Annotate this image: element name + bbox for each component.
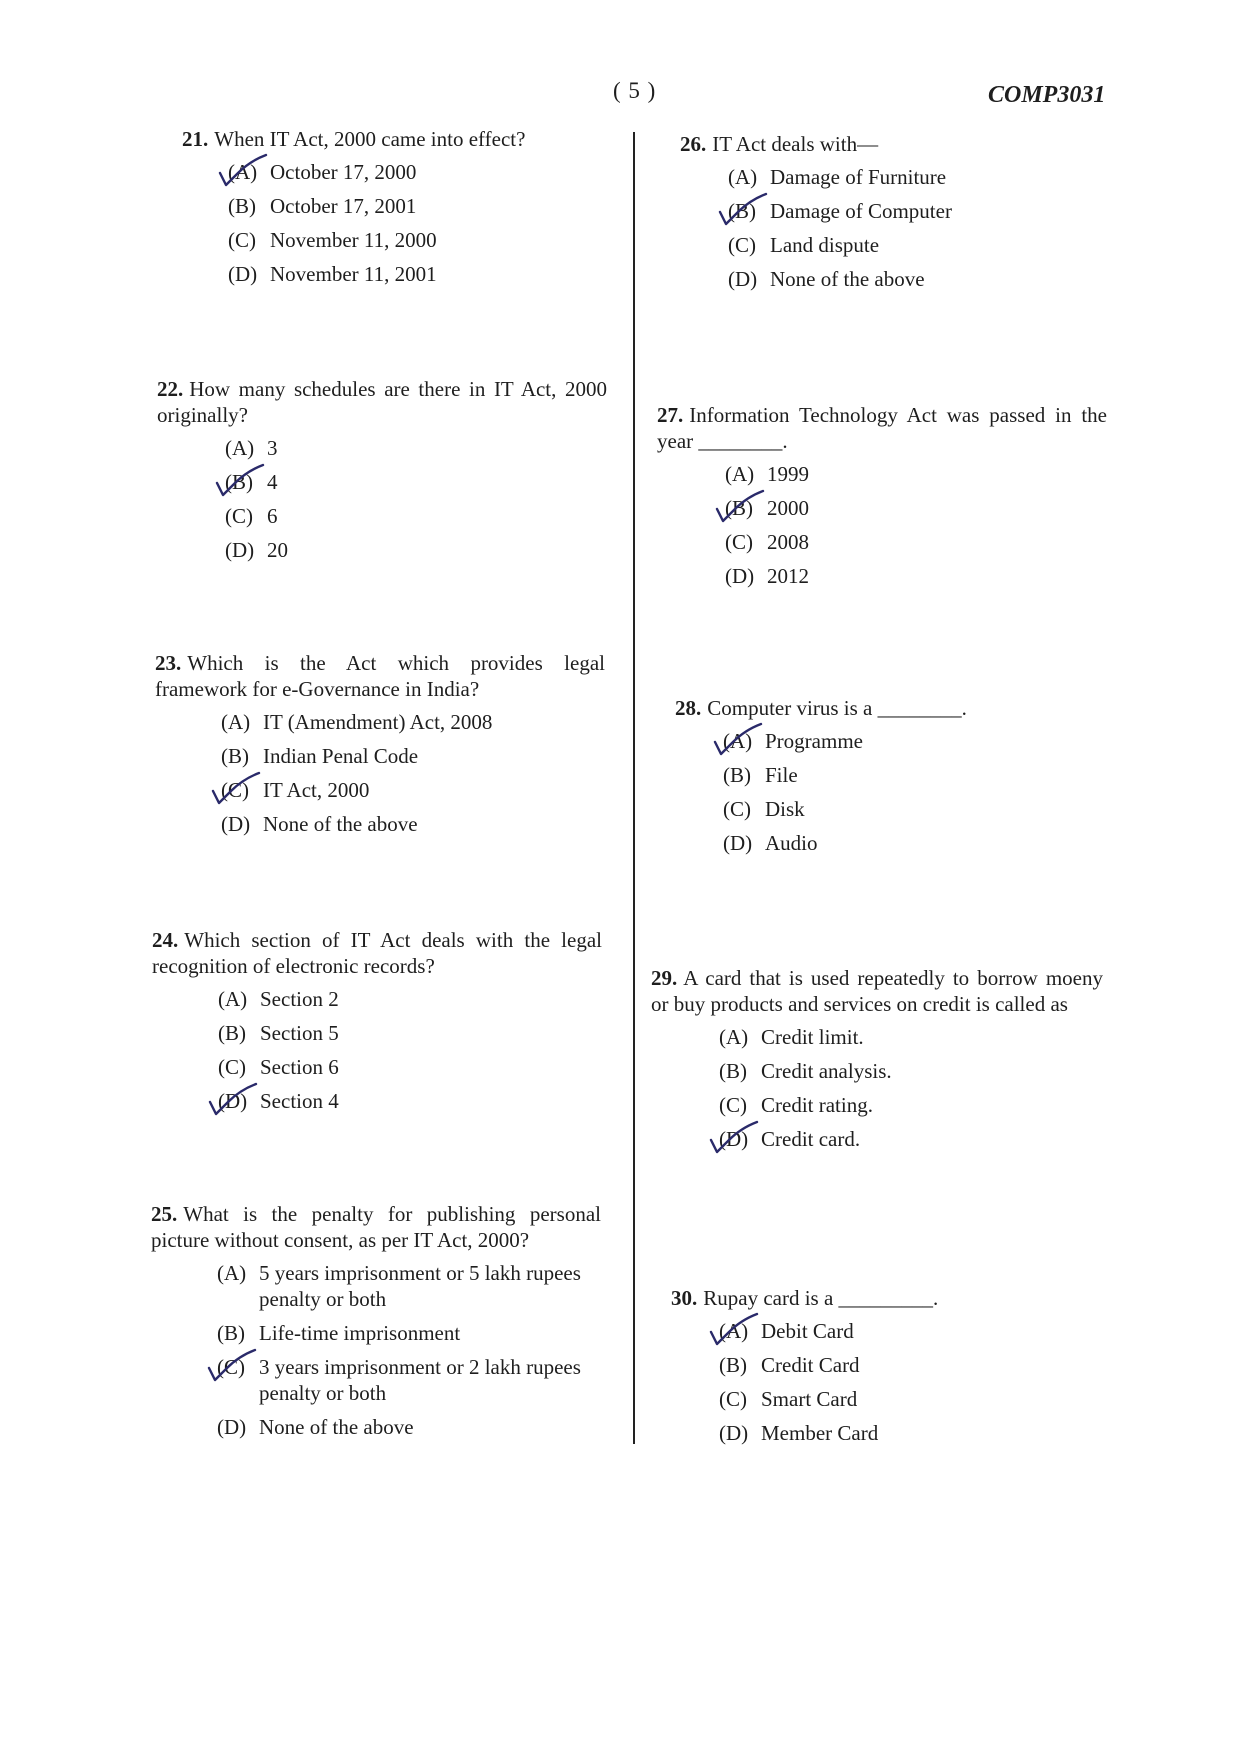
answer-option [728,232,1120,258]
answer-option [225,469,607,495]
option-letter: (A) [218,987,248,1011]
option-text: October 17, 2001 [270,194,417,218]
option-letter: (D) [719,1421,749,1445]
option-list [719,1318,1111,1446]
question-stem [651,965,1103,1017]
option-text: Credit analysis. [761,1059,892,1083]
question-text: Rupay card is a _________. [703,1286,939,1310]
option-letter: (A) [725,462,755,486]
option-text: Life-time imprisonment [259,1321,461,1345]
answer-option [217,1414,601,1440]
answer-option [719,1058,1103,1084]
question-stem [671,1285,1111,1311]
option-letter: (A) [719,1319,749,1343]
answer-option [221,743,605,769]
option-letter: (A) [228,160,258,184]
option-letter: (A) [723,729,753,753]
answer-option [725,563,1107,589]
answer-option [723,762,1115,788]
answer-option [218,1020,602,1046]
option-text: 20 [267,538,288,562]
option-text: Debit Card [761,1319,854,1343]
answer-option [719,1420,1111,1446]
question-stem [182,126,622,152]
question-text: Information Technology Act was passed in the year ________. [657,403,1107,453]
answer-option [228,227,622,253]
question-text: When IT Act, 2000 came into effect? [214,127,526,151]
answer-option [228,159,622,185]
option-list [218,986,602,1114]
answer-option [728,266,1120,292]
question-stem [157,376,607,428]
question-number: 29. [651,966,678,990]
option-text: Member Card [761,1421,879,1445]
column-divider [633,132,635,1444]
answer-option [228,261,622,287]
option-letter: (B) [218,1021,246,1045]
question-30 [671,1285,1111,1454]
option-letter: (C) [719,1387,747,1411]
option-letter: (B) [728,199,756,223]
option-text: 1999 [767,462,809,486]
option-letter: (A) [728,165,758,189]
question-stem [675,695,1115,721]
question-23 [155,650,605,845]
answer-option [221,811,605,837]
question-stem [155,650,605,702]
option-text: Credit card. [761,1127,861,1151]
question-number: 26. [680,132,707,156]
question-text: Which is the Act which provides legal framework for e-Governance in India? [155,651,605,701]
option-letter: (C) [225,504,253,528]
answer-option [225,503,607,529]
question-number: 23. [155,651,182,675]
option-list [225,435,607,563]
option-text: Smart Card [761,1387,858,1411]
option-text: Section 2 [260,987,339,1011]
option-letter: (D) [725,564,755,588]
option-text: 5 years imprisonment or 5 lakh rupees penalty or both [259,1261,581,1311]
option-text: 3 years imprisonment or 2 lakh rupees penalty or both [259,1355,581,1405]
option-text: Damage of Computer [770,199,952,223]
option-text: 6 [267,504,278,528]
page-number: ( 5 ) [613,78,657,103]
option-text: Section 4 [260,1089,339,1113]
question-text: A card that is used repeatedly to borrow moeny or buy products and services on credit is called as [651,966,1103,1016]
option-letter: (A) [225,436,255,460]
option-list [719,1024,1103,1152]
option-list [723,728,1115,856]
option-letter: (D) [728,267,758,291]
answer-option [719,1352,1111,1378]
option-text: Indian Penal Code [263,744,419,768]
question-24 [152,927,602,1122]
answer-option [719,1126,1103,1152]
option-text: Credit rating. [761,1093,873,1117]
option-text: October 17, 2000 [270,160,417,184]
question-28 [675,695,1115,864]
option-letter: (C) [719,1093,747,1117]
answer-option [217,1354,601,1406]
option-text: Land dispute [770,233,880,257]
option-text: None of the above [770,267,925,291]
question-stem [151,1201,601,1253]
answer-option [228,193,622,219]
option-text: 2000 [767,496,809,520]
answer-option [723,728,1115,754]
option-text: Section 6 [260,1055,339,1079]
answer-option [723,796,1115,822]
question-number: 28. [675,696,702,720]
question-text: Computer virus is a ________. [707,696,967,720]
question-text: What is the penalty for publishing personal picture without consent, as per IT Act, 2000? [151,1202,601,1252]
option-letter: (B) [228,194,256,218]
answer-option [218,986,602,1012]
option-letter: (C) [228,228,256,252]
question-number: 27. [657,403,684,427]
question-22 [157,376,607,571]
option-letter: (D) [217,1415,247,1439]
option-text: 4 [267,470,278,494]
option-text: None of the above [259,1415,414,1439]
option-letter: (D) [225,538,255,562]
option-letter: (B) [217,1321,245,1345]
question-number: 24. [152,928,179,952]
option-text: Credit Card [761,1353,860,1377]
answer-option [728,198,1120,224]
question-text: IT Act deals with— [712,132,879,156]
question-text: Which section of IT Act deals with the legal recognition of electronic records? [152,928,602,978]
option-text: File [765,763,798,787]
option-letter: (A) [217,1261,247,1285]
question-number: 25. [151,1202,178,1226]
option-list [217,1260,601,1440]
option-text: November 11, 2001 [270,262,437,286]
option-text: 3 [267,436,278,460]
option-letter: (D) [221,812,251,836]
question-stem [657,402,1107,454]
option-letter: (D) [228,262,258,286]
option-text: Damage of Furniture [770,165,947,189]
question-stem [152,927,602,979]
option-letter: (A) [719,1025,749,1049]
question-21 [182,126,622,295]
answer-option [725,461,1107,487]
option-text: IT (Amendment) Act, 2008 [263,710,493,734]
question-25 [151,1201,601,1448]
option-letter: (C) [218,1055,246,1079]
answer-option [725,495,1107,521]
answer-option [728,164,1120,190]
option-letter: (B) [719,1059,747,1083]
option-list [221,709,605,837]
question-number: 30. [671,1286,698,1310]
option-letter: (D) [723,831,753,855]
option-letter: (C) [217,1355,245,1379]
option-text: Disk [765,797,805,821]
option-text: 2012 [767,564,809,588]
answer-option [221,709,605,735]
answer-option [719,1386,1111,1412]
option-letter: (D) [218,1089,248,1113]
option-letter: (B) [725,496,753,520]
question-26 [680,131,1120,300]
option-list [728,164,1120,292]
option-letter: (C) [725,530,753,554]
question-29 [651,965,1103,1160]
answer-option [725,529,1107,555]
option-letter: (B) [221,744,249,768]
question-text: How many schedules are there in IT Act, 2000 originally? [157,377,607,427]
answer-option [225,537,607,563]
answer-option [217,1260,601,1312]
option-text: Programme [765,729,863,753]
question-number: 21. [182,127,209,151]
answer-option [723,830,1115,856]
answer-option [719,1318,1111,1344]
answer-option [221,777,605,803]
question-number: 22. [157,377,184,401]
question-27 [657,402,1107,597]
option-text: None of the above [263,812,418,836]
option-text: Credit limit. [761,1025,864,1049]
option-text: Section 5 [260,1021,339,1045]
option-list [725,461,1107,589]
option-text: November 11, 2000 [270,228,437,252]
option-letter: (B) [719,1353,747,1377]
option-letter: (A) [221,710,251,734]
answer-option [719,1024,1103,1050]
option-text: 2008 [767,530,809,554]
answer-option [218,1054,602,1080]
answer-option [217,1320,601,1346]
option-letter: (D) [719,1127,749,1151]
answer-option [225,435,607,461]
answer-option [218,1088,602,1114]
option-letter: (C) [723,797,751,821]
option-letter: (B) [723,763,751,787]
option-letter: (C) [728,233,756,257]
option-letter: (C) [221,778,249,802]
option-list [228,159,622,287]
paper-code: COMP3031 [988,82,1106,108]
answer-option [719,1092,1103,1118]
option-text: Audio [765,831,818,855]
option-letter: (B) [225,470,253,494]
question-stem [680,131,1120,157]
option-text: IT Act, 2000 [263,778,370,802]
